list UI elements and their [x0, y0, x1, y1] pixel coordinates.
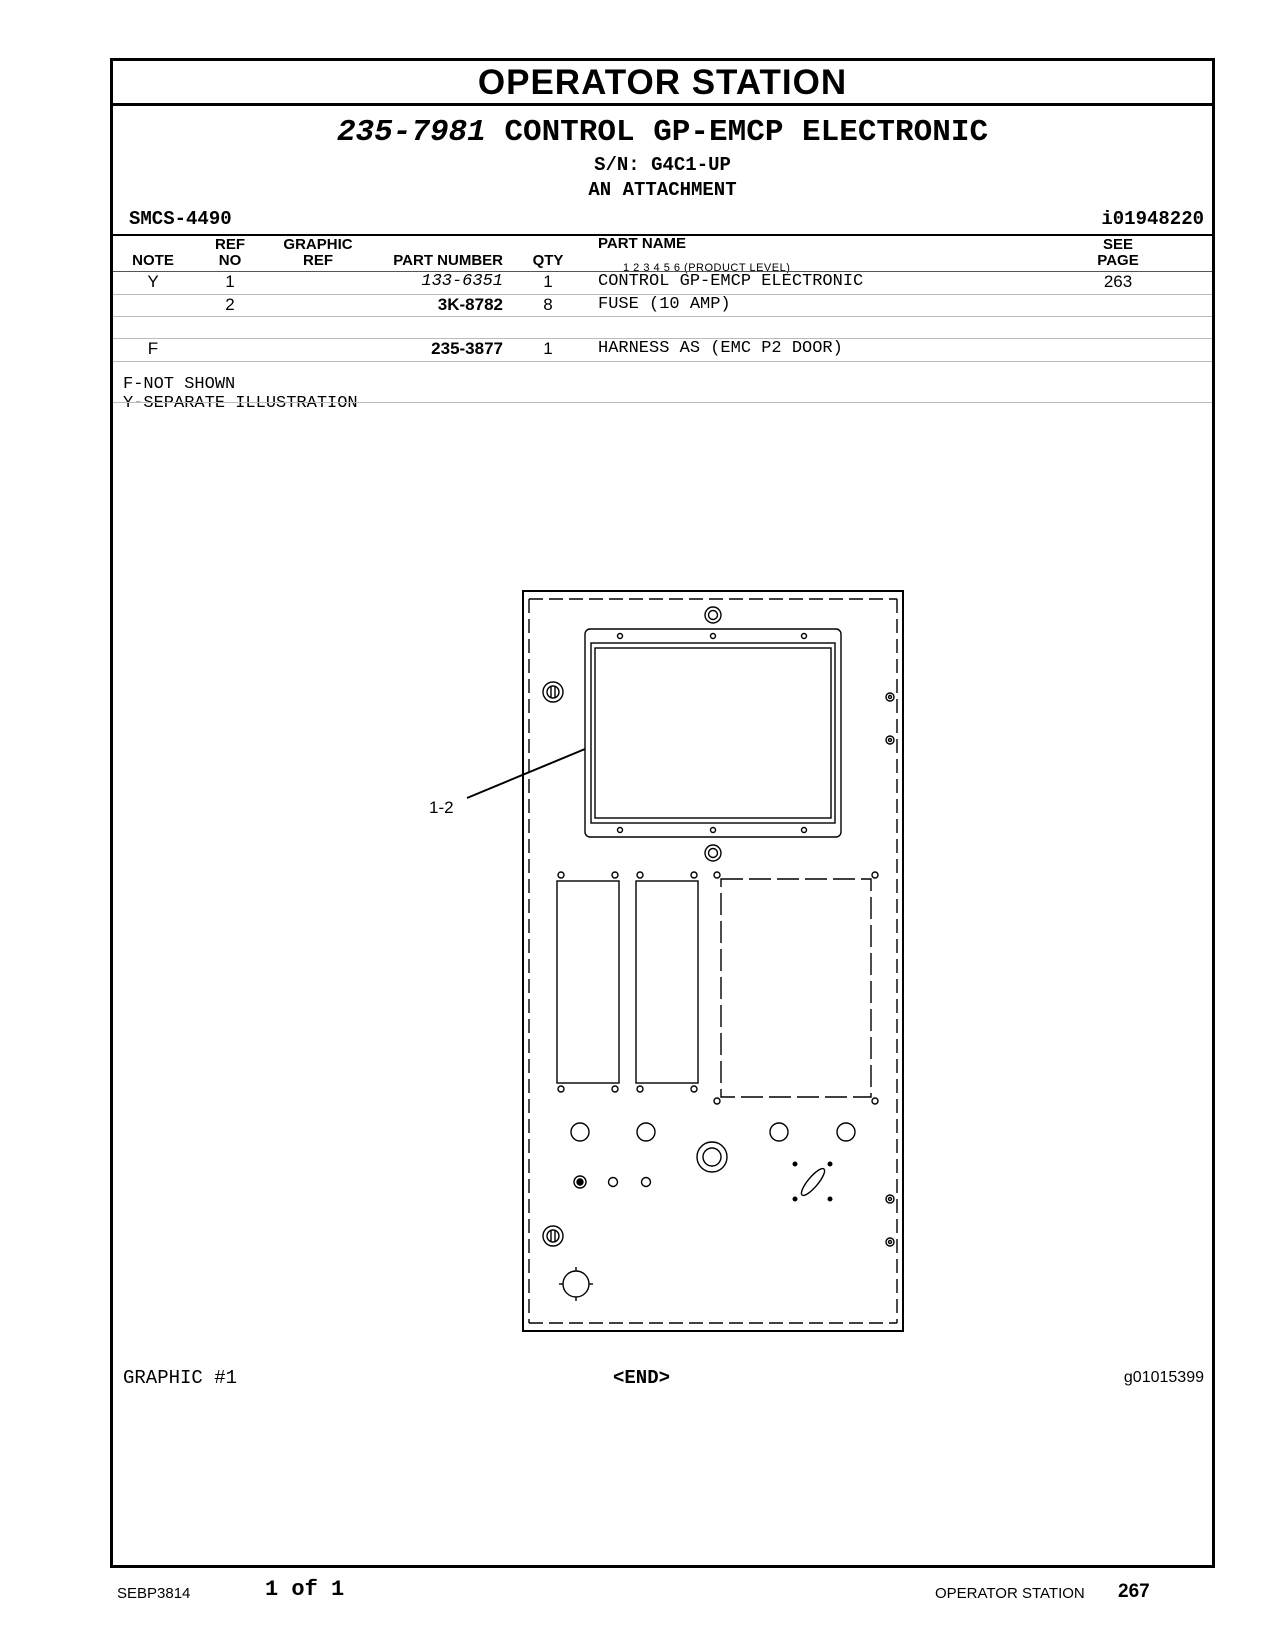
row-1-qty: 1 [543, 272, 553, 291]
col-part-number: PART NUMBER [393, 252, 503, 269]
row-1-note: Y [147, 272, 159, 291]
doc-id: i01948220 [1101, 208, 1204, 230]
graphic-number: g01015399 [1123, 1369, 1204, 1386]
product-level: 1 2 3 4 5 6 (PRODUCT LEVEL) [623, 262, 791, 274]
footer-page-of: 1 of 1 [265, 1577, 345, 1602]
row-2-part-number: 3K-8782 [437, 295, 503, 314]
row-4-part-number: 235-3877 [431, 339, 503, 358]
end-marker: <END> [613, 1367, 671, 1389]
note-y: Y-SEPARATE ILLUSTRATION [123, 394, 358, 413]
row-2-qty: 8 [543, 295, 553, 314]
row-1-name: CONTROL GP-EMCP ELECTRONIC [598, 272, 864, 291]
footer-section: OPERATOR STATION [935, 1585, 1085, 1602]
group-part-number: 235-7981 [336, 115, 486, 150]
notes [123, 375, 358, 413]
col-note: NOTE [132, 252, 174, 269]
row-1-ref: 1 [225, 272, 235, 291]
col-see-1: SEE [1102, 236, 1133, 253]
row-1-part-number: 133-6351 [421, 272, 503, 291]
page-frame [110, 58, 1215, 1568]
divider [113, 402, 1212, 403]
col-part-name: PART NAME [598, 235, 687, 252]
group-name: CONTROL GP-EMCP ELECTRONIC [504, 115, 989, 150]
attachment-label: AN ATTACHMENT [588, 179, 737, 201]
footer-page-number: 267 [1118, 1581, 1150, 1602]
row-4-name: HARNESS AS (EMC P2 DOOR) [598, 339, 843, 358]
callout-label: 1-2 [429, 798, 454, 817]
col-graphic-2: REF [303, 252, 333, 269]
control-panel-illustration [429, 591, 923, 1351]
section-title: OPERATOR STATION [113, 61, 1212, 106]
group-title [113, 115, 1212, 151]
col-qty: QTY [532, 252, 564, 269]
divider [113, 316, 1212, 317]
col-ref-2: NO [218, 252, 242, 269]
col-see-2: PAGE [1097, 252, 1139, 269]
graphic-label: GRAPHIC #1 [123, 1367, 238, 1389]
row-4-note: F [147, 339, 159, 358]
col-graphic-1: GRAPHIC [283, 236, 353, 253]
divider [113, 361, 1212, 362]
row-1-page: 263 [1103, 272, 1133, 291]
footer-doc-number: SEBP3814 [117, 1585, 191, 1602]
smcs-code: SMCS-4490 [129, 208, 232, 230]
serial-number: S/N: G4C1-UP [594, 154, 731, 176]
note-f: F-NOT SHOWN [123, 375, 236, 394]
row-2-name: FUSE (10 AMP) [598, 295, 731, 314]
row-4-qty: 1 [543, 339, 553, 358]
row-2-ref: 2 [225, 295, 235, 314]
col-ref-1: REF [215, 236, 245, 253]
